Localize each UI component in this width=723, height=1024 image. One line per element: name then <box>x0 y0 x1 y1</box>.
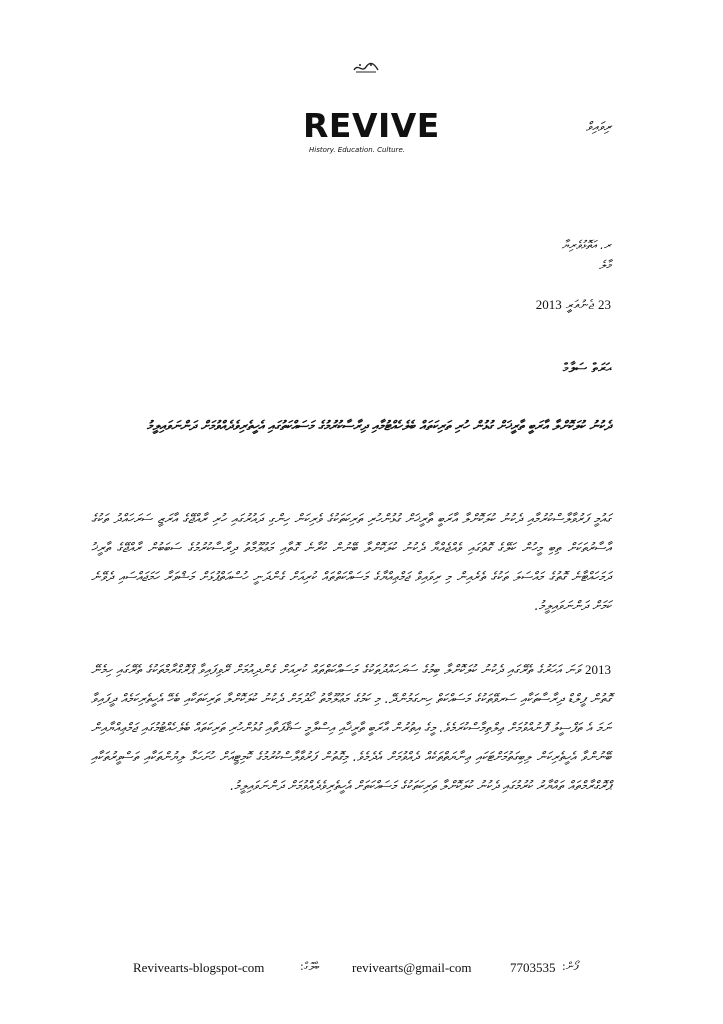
footer-blog-label: ބްލޮގް: <box>300 960 320 973</box>
body-paragraph-1: ގައުމީ ފަރުވާލާސްކުރުމާއި ދެކުނު ކުލަކޮށްލާ އާރަބީ ތާރީޚަށް ގުޅުންހުރި ތަރިކަތަކުގެ ވެރިކަން ހިންގި ދައުރުގައި ހުރި ރާއްޖޭގެ އާރަޒީ ސަރަހައްދު ތަކުގެ އާސާރުތަކަށް ތިބި މީހުން ކަލޭގެ ގޮތުގައި ވެއްޖެއްޔާ ދެކުނު ކުލަކޮށްލާ ބޭނުން ކުރާނެ ގޮތާއި މަޢުލޫމާތު ދިރާސާކުރުމުގެ ސަބަބުން ރާއްޖޭގެ ތާރީޚު ދަމަހައްޓާނެ ގޮތުގެ މައްސަލަ ތަކުގެ ތެރެއިން މި ރިވައިވް ޖަމްޢިއްޔާގެ މަސައްކަތްތައް ކުރިއަށް ގެންދަނީ ހުސްއަތްޕުޅަށް މަޝްވަރާ ހަމަޖައްސައި ދެވޭނެ ކަމަށް ދަންނަވައިލީމު. <box>91 512 611 614</box>
recipient-line-2: މާލެ <box>599 258 611 272</box>
date-year: 2013 <box>535 297 562 312</box>
salutation: ޙަރަތް ސަލާމް <box>562 361 611 376</box>
seal-icon <box>352 60 380 74</box>
body-paragraph-2 <box>91 655 611 801</box>
logo-tagline: History. Education. Culture. <box>309 146 405 154</box>
recipient-address <box>562 235 611 275</box>
paragraph-2-year: 2013 <box>584 662 611 677</box>
reference-text: ރިވައިވް <box>585 120 611 135</box>
footer-email-link[interactable]: revivearts@gmail-com <box>352 960 472 975</box>
letter-date <box>536 296 611 315</box>
footer-contact <box>0 960 723 980</box>
paragraph-2-text: ވަނަ އަހަރުގެ ތެރޭގައި ދެކުނު ކުލަކޮށްލާ ބިމުގެ ސަރަހައްދުތަކުގެ މަސައްކަތްތައް ކުރިއަށް ގެންދިއުމަށް ރޭވިފައިވާ ޕްރޮގްރާމްތަކުގެ ތެރޭގައި ހިމެނޭ ގޮތުން ފީލްޑް ދިރާސާތަކާއި ސަރވޭތަކުގެ މަސައްކަތް ހިނގަމުންދޭ. މި ކަމުގެ މަޢުލޫމާތު ހޯދުމަށް ދެކުނު ކުލަކޮށްލާ ތަރިކަތަކާއި ބެހޭ އެހީތެރިކަމެއް ދީފައިވާ ނަމަ އެ ތަފްސީލު ފޮނުއްވުމަށް ޢިލްތިމާސްކުރަމެވެ. މީގެ އިތުރުން އާރަބީ ތާރީޚާއި އިސްލާމީ ސަޤާފަތާއި ގުޅުންހުރި ތަރިކަތައް ބެލެހެއްޓުމުގައި ޖަމްޢިއްޔާއިން ބޭނުންވާ އެހީތެރިކަން ލިބިގަތުމަށްޓަކައި ޢިނާޔަތްތަކެއް ދެއްވުމަށް އެދެމެވެ. މިގޮތުން ފަރުވާލާސްކުރުމުގެ ކޮމިޓީއަށް ހުށަހަޅާ ލިޔުންތަކާއި ތަސްވީރުތަކާއި ޕްރޮގްރާމްތައް ތައްޔާރު ކުރުމުގައި ދެކުނު ކުލަކޮށްލާ ތަރިކަތަކުގެ މަސައްކަތަށް އެހީތެރިވެދެއްވުމަށް ދަންނަވައިލީމު. <box>91 663 611 794</box>
logo-wordmark: REVIVE <box>303 106 440 145</box>
subject-line: ދެކުނު ކުލަކޮށްލާ އާރަބީ ތާރީޚަށް ގުޅުން ހުރި ތަރިކަތައް ބެލެހެއްޓުމާއި ދިރާސާކުރުމުގެ މަސައްކަތުގައި އެހީތެރިވެދެއްވުމަށް ދަންނަވައިލީމު <box>146 419 611 434</box>
date-day: 23 <box>598 297 611 312</box>
recipient-line-1: ރ. އަތޮޅުވެރިޔާ <box>561 238 611 252</box>
revive-logo <box>303 106 440 159</box>
footer-blog-link[interactable]: Revivearts-blogspot-com <box>133 960 265 975</box>
footer-phone: 7703535 <box>510 960 556 975</box>
date-month: ޖެނުއަރީ <box>565 298 594 313</box>
footer-phone-label: ފޯން: <box>562 960 579 973</box>
